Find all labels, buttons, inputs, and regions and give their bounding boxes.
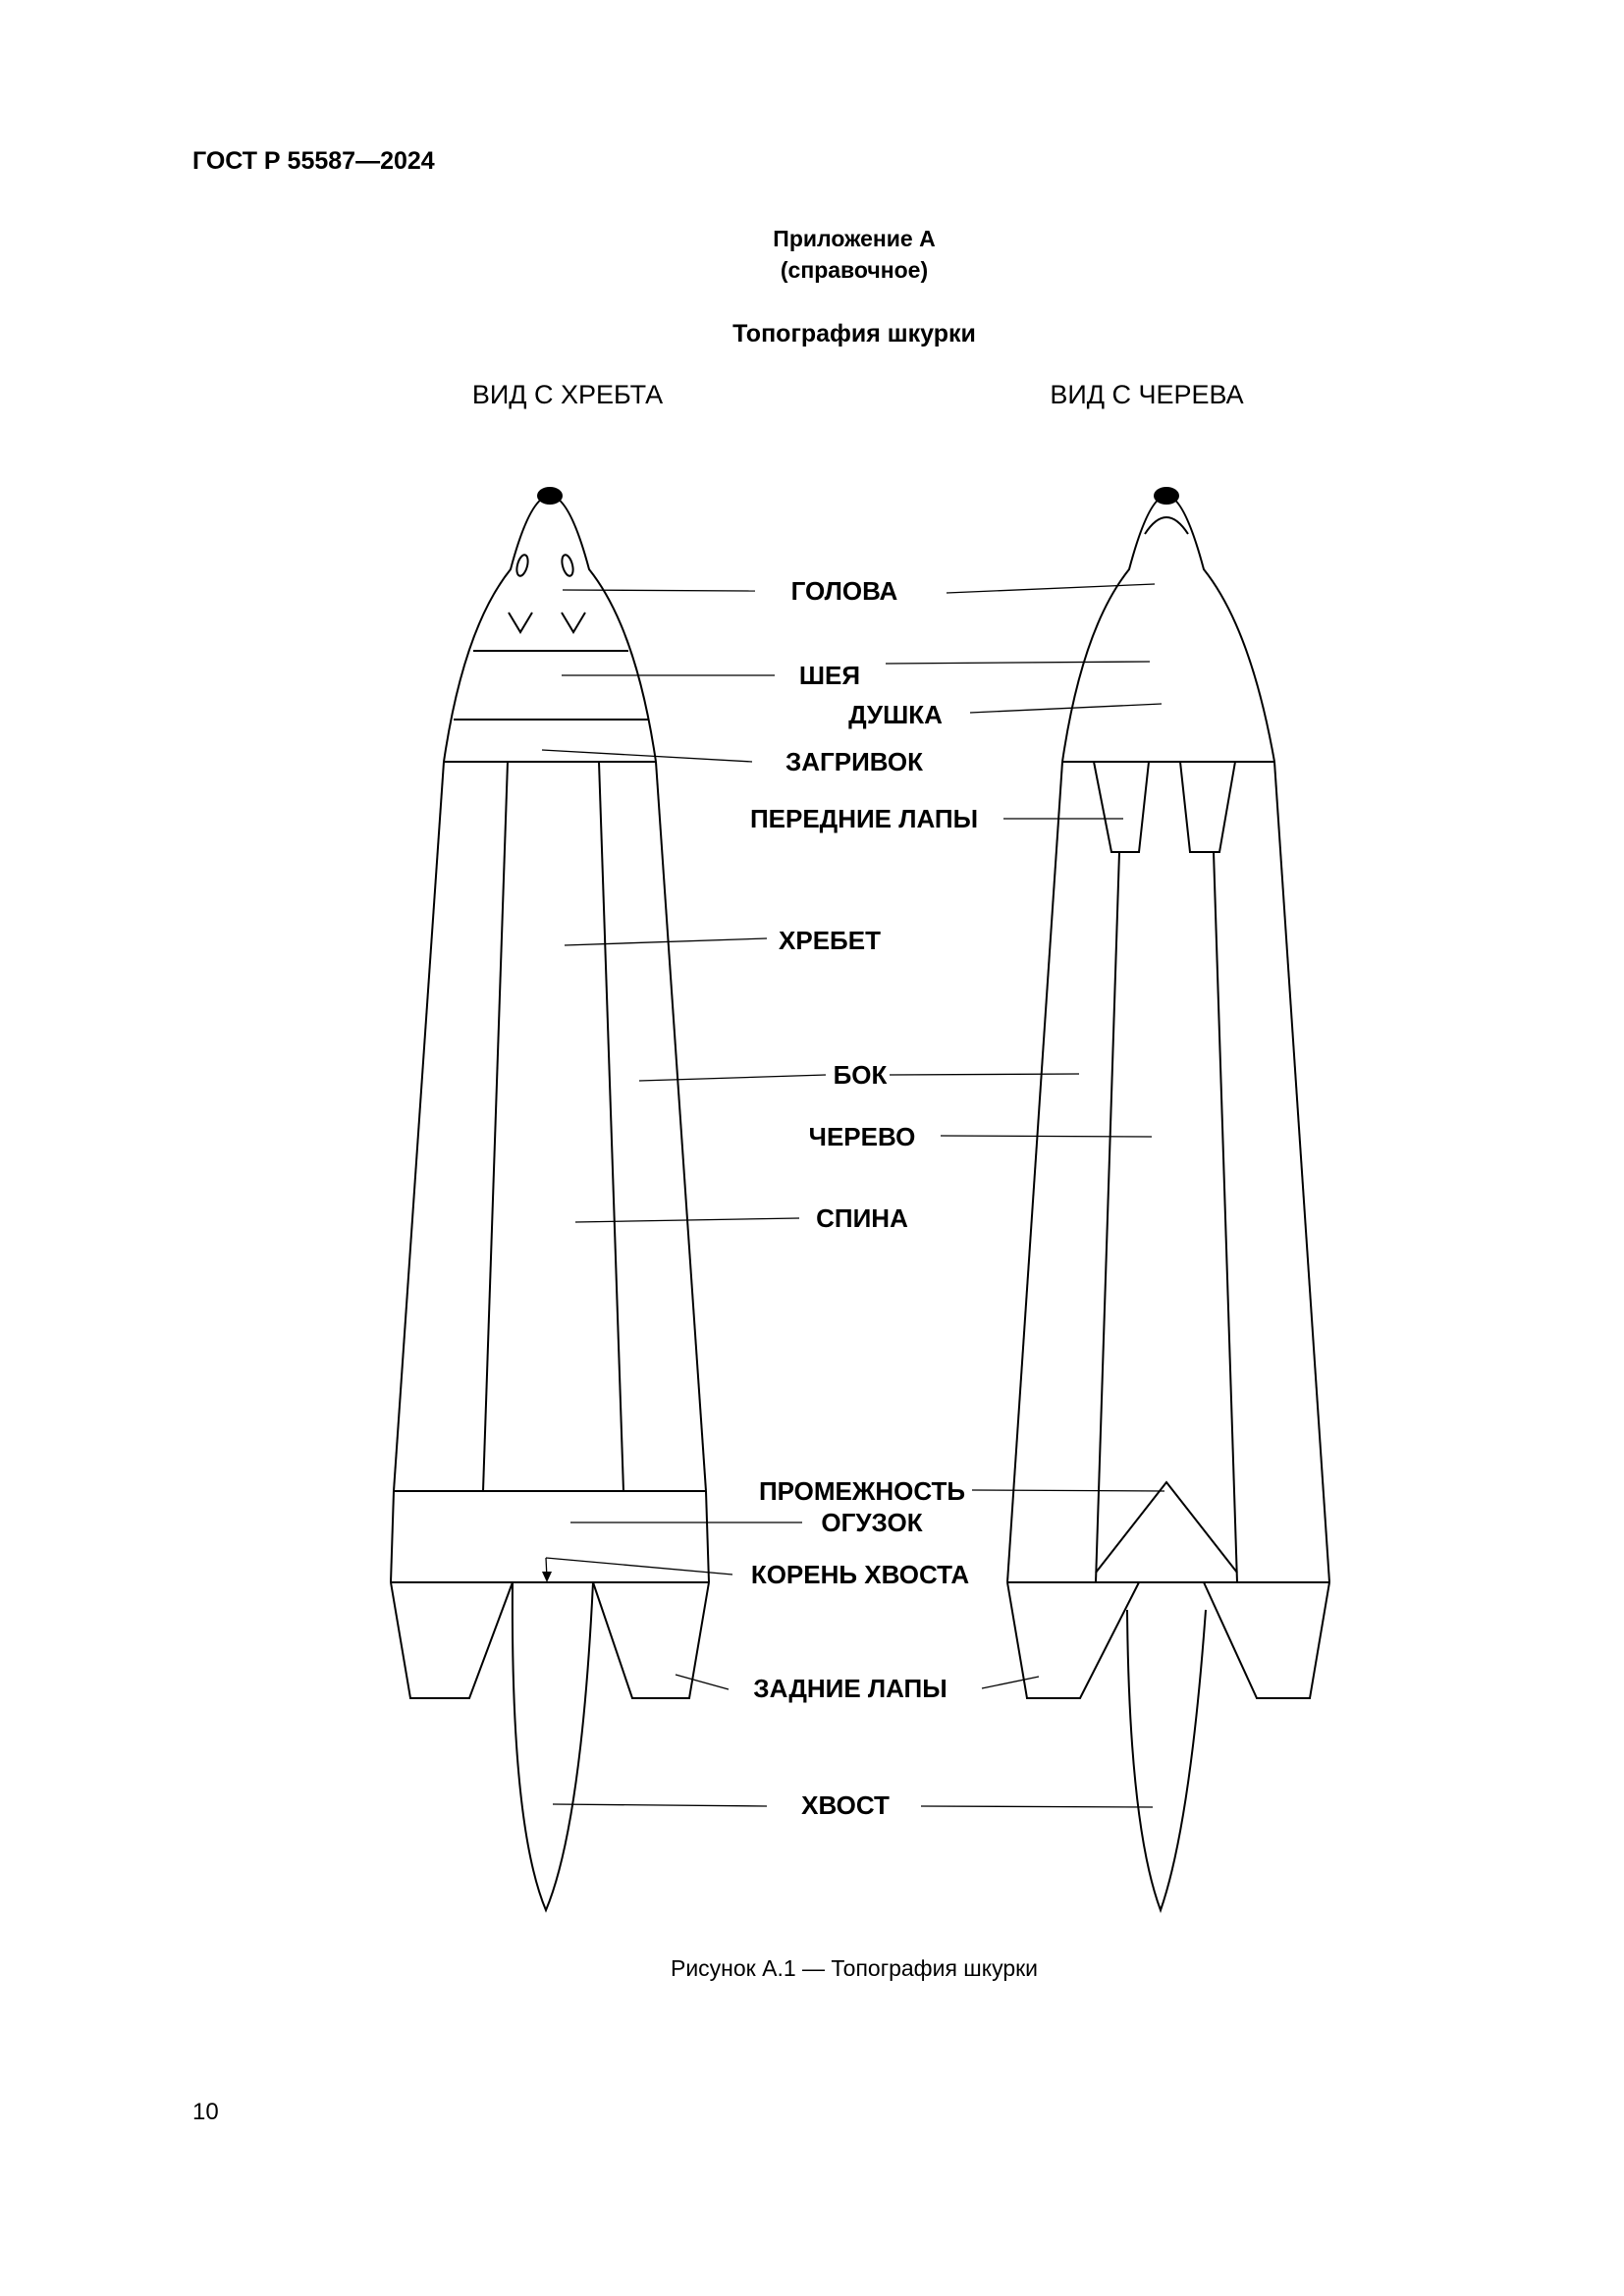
belly-mouth-icon: [1145, 517, 1188, 534]
belly-view-pelt: [1007, 487, 1329, 1910]
label-neck: ШЕЯ: [798, 661, 861, 690]
label-nape: ЗАГРИВОК: [785, 747, 924, 776]
belly-nose-icon: [1154, 487, 1179, 505]
figure-caption: Рисунок А.1 — Топография шкурки: [670, 1955, 1039, 1981]
belly-left-side-edge: [1007, 762, 1062, 1582]
back-right-ear-icon: [562, 613, 585, 632]
back-left-hind-paw: [391, 1582, 513, 1698]
belly-crotch-triangle: [1096, 1482, 1237, 1573]
back-left-eye-icon: [514, 554, 529, 577]
label-side: БОК: [833, 1060, 888, 1090]
back-right-spine-line: [599, 762, 623, 1491]
label-crotch: ПРОМЕЖНОСТЬ: [758, 1476, 966, 1506]
belly-left-front-paw: [1094, 762, 1149, 852]
label-head: ГОЛОВА: [790, 576, 898, 606]
belly-head-outline: [1062, 496, 1274, 762]
belly-right-hind-paw: [1204, 1582, 1329, 1698]
label-tail: ХВОСТ: [801, 1790, 890, 1820]
belly-right-side-edge: [1274, 762, 1329, 1582]
label-ridge: ХРЕБЕТ: [779, 926, 881, 955]
page-number: 10: [192, 2099, 219, 2125]
belly-left-hind-paw: [1007, 1582, 1139, 1698]
view-title-belly: ВИД С ЧЕРЕВА: [1050, 380, 1244, 409]
appendix-title: Приложение А: [773, 226, 936, 251]
back-head-outline: [444, 496, 656, 762]
back-nose-icon: [537, 487, 563, 505]
back-right-hind-paw: [593, 1582, 709, 1698]
back-view-pelt: [391, 487, 709, 1910]
document-header: ГОСТ Р 55587—2024: [192, 147, 435, 175]
view-title-back: ВИД С ХРЕБТА: [471, 380, 664, 409]
back-right-side-edge: [656, 762, 706, 1491]
back-left-spine-line: [483, 762, 508, 1491]
back-tail: [513, 1582, 593, 1910]
label-throat: ДУШКА: [848, 700, 943, 729]
back-left-ear-icon: [509, 613, 532, 632]
label-tail-root: КОРЕНЬ ХВОСТА: [750, 1560, 970, 1589]
belly-left-line: [1096, 852, 1119, 1582]
belly-tail: [1127, 1610, 1206, 1910]
label-back: СПИНА: [816, 1203, 908, 1233]
label-hind-paws: ЗАДНИЕ ЛАПЫ: [753, 1674, 947, 1703]
section-title: Топография шкурки: [732, 320, 976, 347]
back-right-eye-icon: [560, 554, 574, 577]
appendix-kind: (справочное): [780, 257, 929, 283]
label-belly: ЧЕРЕВО: [808, 1122, 916, 1151]
belly-right-front-paw: [1180, 762, 1235, 852]
belly-right-line: [1214, 852, 1237, 1582]
label-rump: ОГУЗОК: [821, 1508, 923, 1537]
back-left-side-edge: [394, 762, 444, 1491]
label-front-paws: ПЕРЕДНИЕ ЛАПЫ: [749, 804, 979, 833]
